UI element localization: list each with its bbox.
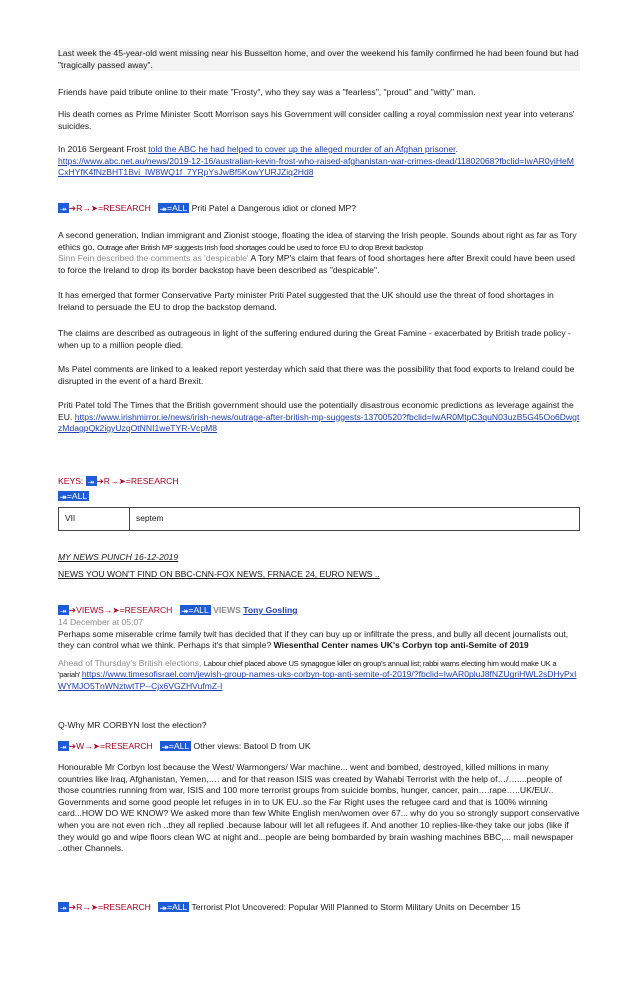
timesofisrael-url-link[interactable]: https://www.timesofisrael.com/jewish-group-names-uks-corbyn-top-anti-semite-of-2019/?fbclid=IwAR0pluJ8fNZUgriHWL2sDHyPxIWYMJO5TnWNztwtTP--Cjx6VGZHVufmZ-I xyxy=(58,669,577,691)
tag-glyph-icon: ⯮ xyxy=(60,902,67,912)
views-label: VIEWS xyxy=(210,605,244,615)
all-label: =ALL xyxy=(66,491,88,501)
research-tag[interactable] xyxy=(86,476,97,486)
not-find-text: NEWS YOU WON'T FIND ON BBC-CNN-FOX NEWS, FRNACE 24, EURO NEWS .. xyxy=(58,569,380,579)
tag-glyph-icon: ⯮ xyxy=(181,605,189,615)
keys-line xyxy=(58,491,580,503)
all-label: =ALL xyxy=(168,741,190,751)
section-title: Other views: Batool D from UK xyxy=(191,741,311,751)
table-cell: septem xyxy=(130,508,580,531)
punch-text: MY NEWS PUNCH 16-12-2019 xyxy=(58,552,179,562)
article-subhead: Labour chief placed above US synagogue killer on group's annual list; rabbi warns electing him would make UK a 'pariah' xyxy=(58,658,557,680)
tag-glyph-icon: ⯮ xyxy=(60,741,67,751)
author-link[interactable]: Tony Gosling xyxy=(243,605,298,615)
all-tag[interactable] xyxy=(158,902,189,912)
tag-glyph-icon: ⯮ xyxy=(161,741,169,751)
tag-glyph-icon: ⯮ xyxy=(160,203,167,213)
article-paragraph xyxy=(58,290,580,313)
article-headline: Wiesenthal Center names UK's Corbyn top anti-Semite of 2019 xyxy=(273,640,529,651)
all-label: =ALL xyxy=(166,203,188,213)
keys-prefix: KEYS: xyxy=(58,476,86,486)
paragraph-text: His death comes as Prime Minister Scott Morrison says his Government will consider calling a royal commission next year into veterans' suicides. xyxy=(58,109,575,131)
section-heading xyxy=(58,741,580,753)
paragraph-text: Honourable Mr Corbyn lost because the West/ Warmongers/ War machine... went and bombed, destroyed, killed millions in many countries like Iraq, Afghanistan, Yemen,…. and for that reason ISIS was created by Wahabi Terrorist with the help of…/…....people of those countries running from war, ISIS and 100 more terrorist groups from suicide bombs, hunger, cancer, pain….rape…..UK/EU/.. Governments and some good people let refuges in in to UK EU..so the Far Right uses the refugee card and that is 100% winning card...HOW DO WE KNOW? We asked more than few White English men/women over 67... why do you so strongly support conservative when you are not even rich ..they all replied .because labour will let all refugees if. And another 10 replies-like-they take our jobs (like if they would go and wipe floors clean WC at night and...people are being bombarded by brain washing machines BBC,... mail newspaper ..other Channels. xyxy=(58,762,580,854)
article-paragraph xyxy=(58,87,580,99)
research-label[interactable]: ➔VIEWS→➤=RESEARCH xyxy=(68,605,173,615)
research-tag[interactable] xyxy=(58,902,69,912)
section-heading xyxy=(58,203,580,215)
paragraph-text: . xyxy=(455,144,458,154)
abc-url-link[interactable]: https://www.abc.net.au/news/2019-12-16/australian-kevin-frost-who-raised-afghanistan-war-crimes-dead/11802068?fbclid=IwAR0yiHeMCxHYfK4fNzBHT1Bvi_IW8WQ1f_7YRpYsJwBf5KowYURJZiq2Hd8 xyxy=(58,155,574,178)
post-body xyxy=(58,617,580,693)
section-heading xyxy=(58,902,580,914)
research-tag[interactable] xyxy=(58,605,69,615)
all-tag[interactable] xyxy=(180,605,211,615)
paragraph-text: In 2016 Sergeant Frost xyxy=(58,144,149,154)
paragraph-text: Perhaps some miserable crime family twit has decided that if they can buy up or infiltrate the press, and bully all decent journalists out, they can control what we think. Perhaps it's that simple? xyxy=(58,628,569,651)
article-paragraph xyxy=(58,48,580,71)
article-paragraph xyxy=(58,328,580,351)
irishmirror-url-link[interactable]: https://www.irishmirror.ie/news/irish-news/outrage-after-british-mp-suggests-13700520?fbclid=IwAR0MtpC3quN03uzB5G45Oo6DwgtzMdagpQk2igyUzqOtNNI1weTYR-VcpM8 xyxy=(58,411,580,434)
tag-glyph-icon: ⯮ xyxy=(87,476,95,486)
paragraph-text: Friends have paid tribute online to their mate "Frosty", who they say was a "fearless", "proud" and "witty" man. xyxy=(58,87,476,97)
article-paragraph xyxy=(58,364,580,387)
tag-glyph-icon: ⯮ xyxy=(160,902,167,912)
article-paragraph xyxy=(58,230,580,276)
section-heading xyxy=(58,605,580,617)
paragraph-text: Last week the 45-year-old went missing near his Busselton home, and over the weekend his family confirmed he had been found but had "tragically passed away". xyxy=(58,48,579,70)
paragraph-text: A second generation, Indian immigrant and Zionist stooge, floating the idea of starving the Irish people. Sounds about right as far as Tory ethics go. xyxy=(58,230,577,252)
tag-glyph-icon: ⯮ xyxy=(60,491,67,501)
tag-glyph-icon: ⯮ xyxy=(60,203,67,213)
research-tag[interactable] xyxy=(58,203,69,213)
all-tag[interactable] xyxy=(158,203,189,213)
article-subhead: Sinn Fein described the comments as 'despicable' xyxy=(58,253,251,264)
research-label[interactable]: ➔R→➤=RESEARCH xyxy=(96,476,179,486)
research-label[interactable]: ➔R→➤=RESEARCH xyxy=(68,902,151,912)
table-cell: VII xyxy=(59,508,130,531)
question-line xyxy=(58,720,580,732)
paragraph-text: A Tory MP's claim that fears of food shortages here after Brexit could have been used to force the Ireland to drop its border backstop have been described as "despicable". xyxy=(58,253,575,275)
news-punch-title xyxy=(58,552,580,564)
all-tag[interactable] xyxy=(58,491,89,501)
tag-glyph-icon: ⯮ xyxy=(60,605,67,615)
article-headline: Outrage after British MP suggests Irish food shortages could be used to force EU to drop Brexit backstop xyxy=(97,242,424,252)
research-tag[interactable] xyxy=(58,741,69,751)
keys-line xyxy=(58,476,580,488)
article-paragraph xyxy=(58,144,580,179)
article-subhead: Ahead of Thursday's British elections, xyxy=(58,657,204,668)
section-title: Priti Patel a Dangerous idiot or cloned MP? xyxy=(189,203,356,213)
research-label[interactable]: ➔R→➤=RESEARCH xyxy=(68,203,151,213)
paragraph-text: Ms Patel comments are linked to a leaked report yesterday which said that there was the possibility that food exports to Ireland could be disrupted in the event of a hard Brexit. xyxy=(58,364,575,386)
paragraph-text: The claims are described as outrageous in light of the suffering endured during the Great Famine - exacerbated by British trade policy - when up to a million people died. xyxy=(58,328,571,350)
research-label[interactable]: ➔W→➤=RESEARCH xyxy=(68,741,153,751)
all-label: =ALL xyxy=(188,605,209,615)
article-paragraph xyxy=(58,400,580,435)
all-tag[interactable] xyxy=(160,741,191,751)
abc-article-link[interactable]: told the ABC he had helped to cover up the alleged murder of an Afghan prisoner xyxy=(148,144,456,154)
post-date: 14 December at 05:07 xyxy=(58,617,144,627)
section-title: Terrorist Plot Uncovered: Popular Will Planned to Storm Military Units on December 15 xyxy=(189,902,521,912)
paragraph-text: It has emerged that former Conservative Party minister Priti Patel suggested that the UK should use the threat of food shortages in Ireland to persuade the EU to drop the backstop demand. xyxy=(58,290,554,312)
article-paragraph xyxy=(58,762,580,855)
not-find-title xyxy=(58,569,580,581)
table-row xyxy=(59,508,580,531)
paragraph-text: Priti Patel told The Times that the British government should use the potentially disastrous economic predictions as leverage against the EU. xyxy=(58,400,574,422)
keys-table xyxy=(58,507,580,531)
article-paragraph xyxy=(58,109,580,132)
question-text: Q-Why MR CORBYN lost the election? xyxy=(58,720,207,730)
all-label: =ALL xyxy=(166,902,188,912)
